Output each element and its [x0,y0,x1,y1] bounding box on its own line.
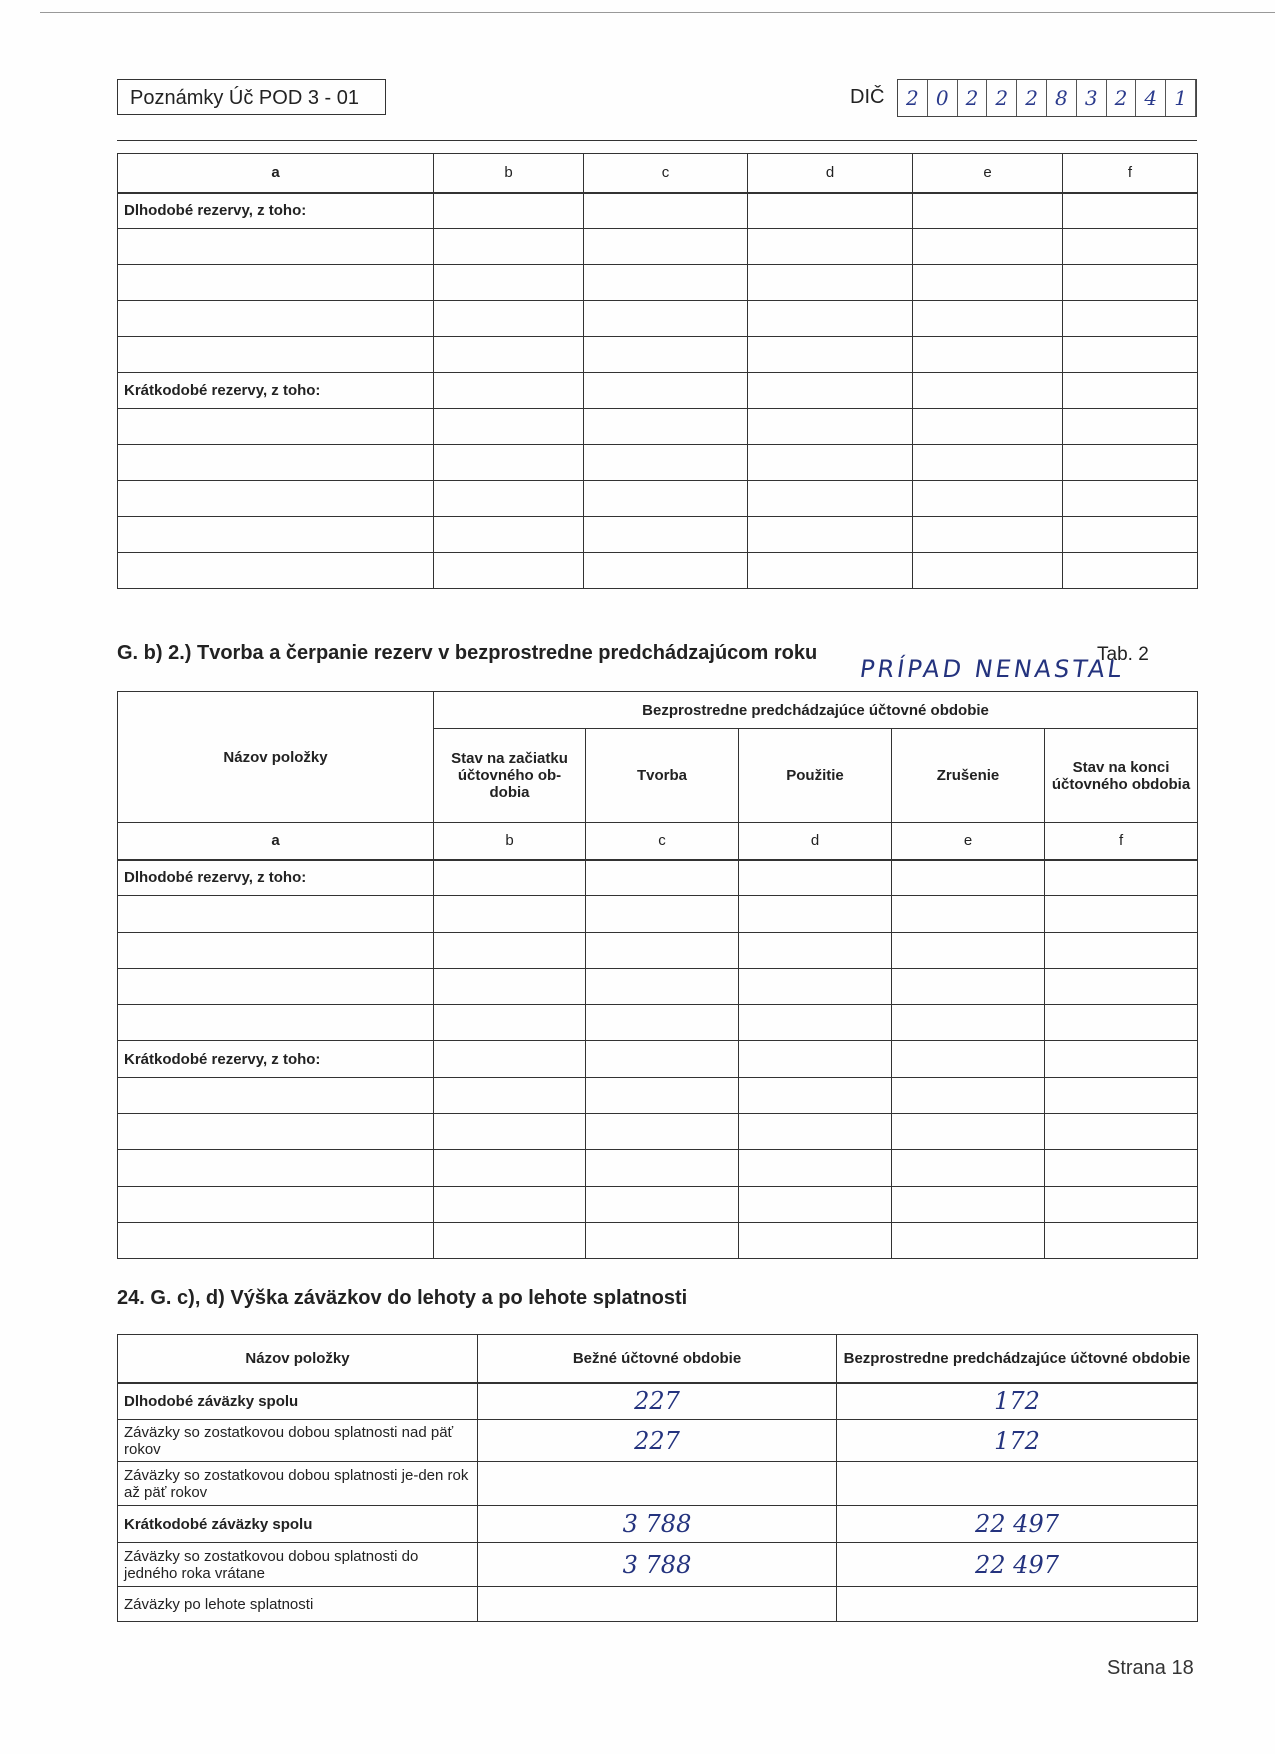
value-cell [584,301,748,337]
page-number: Strana 18 [1107,1657,1194,1679]
dic-digit: 2 [1017,80,1047,116]
row-label [118,1114,434,1150]
column-letter: c [586,823,739,860]
dic-digit: 2 [898,80,928,116]
row-label [118,1150,434,1186]
row-label: Záväzky so zostatkovou dobou splatnosti nad päť rokov [118,1420,478,1462]
value-cell [434,1150,586,1186]
row-label [118,229,434,265]
column-letter: b [434,823,586,860]
value-cell [748,301,913,337]
value-cell [1063,337,1198,373]
handwritten-note: PRÍPAD NENASTAL [858,655,1126,683]
value-cell [1063,445,1198,481]
table-row [118,1383,1198,1420]
value-cell [434,968,586,1004]
liabilities-table [117,1334,1198,1622]
value-cell [434,337,584,373]
table-row [118,1114,1198,1150]
dic-digit: 0 [928,80,958,116]
value-cell [892,1186,1045,1222]
value-cell [434,553,584,589]
value-cell [748,373,913,409]
table-row [118,301,1198,337]
value-cell [892,968,1045,1004]
table-row [118,193,1198,229]
table-row [118,1462,1198,1506]
table-row [118,553,1198,589]
row-label [118,1186,434,1222]
value-cell [434,896,586,932]
table-row [118,373,1198,409]
current-period-value: 3 788 [478,1543,837,1587]
header-divider [117,140,1197,141]
row-label [118,932,434,968]
value-cell [1045,1222,1198,1258]
row-label: Krátkodobé záväzky spolu [118,1506,478,1543]
table-row [118,860,1198,896]
value-cell [584,517,748,553]
dic-digit: 1 [1166,80,1196,116]
scan-edge-line [40,12,1275,13]
row-label: Krátkodobé rezervy, z toho: [118,373,434,409]
value-cell [434,265,584,301]
table-row [118,409,1198,445]
value-cell [892,1077,1045,1113]
table-row [118,265,1198,301]
table-row [118,968,1198,1004]
col-header: Bežné účtovné obdobie [478,1335,837,1383]
value-cell [913,481,1063,517]
value-cell [584,409,748,445]
value-cell [739,1222,892,1258]
name-header: Názov položky [118,692,434,823]
value-cell [739,896,892,932]
value-cell [1063,229,1198,265]
value-cell [1045,1114,1198,1150]
value-cell [1045,896,1198,932]
value-cell [584,553,748,589]
value-cell [434,229,584,265]
value-cell [1063,193,1198,229]
value-cell [1063,265,1198,301]
dic-digit: 2 [958,80,988,116]
value-cell [739,860,892,896]
current-period-value: 227 [478,1420,837,1462]
value-cell [913,301,1063,337]
value-cell [913,265,1063,301]
value-cell [892,1041,1045,1077]
value-cell [434,301,584,337]
value-cell [434,517,584,553]
value-cell [1045,1186,1198,1222]
table-row [118,1543,1198,1587]
value-cell [434,1186,586,1222]
row-label: Záväzky so zostatkovou dobou splatnosti do jedného roka vrátane [118,1543,478,1587]
col-header: Stav na začiatku účtovného ob-dobia [434,729,586,823]
column-letter: d [739,823,892,860]
value-cell [584,193,748,229]
value-cell [586,1005,739,1041]
value-cell [913,445,1063,481]
value-cell [913,409,1063,445]
value-cell [748,553,913,589]
value-cell [748,229,913,265]
row-label [118,409,434,445]
col-header: Tvorba [586,729,739,823]
value-cell [892,896,1045,932]
column-letter: f [1045,823,1198,860]
table-row [118,1506,1198,1543]
value-cell [1045,1150,1198,1186]
value-cell [913,553,1063,589]
value-cell [913,373,1063,409]
value-cell [739,932,892,968]
current-period-value [478,1587,837,1622]
table-row [118,1222,1198,1258]
value-cell [748,445,913,481]
value-cell [1063,517,1198,553]
value-cell [739,1005,892,1041]
row-label [118,896,434,932]
column-letter: a [118,823,434,860]
table-row [118,1041,1198,1077]
value-cell [1063,301,1198,337]
previous-period-value: 172 [837,1383,1198,1420]
column-letter: e [892,823,1045,860]
value-cell [1045,1041,1198,1077]
value-cell [892,1005,1045,1041]
value-cell [892,932,1045,968]
value-cell [434,193,584,229]
tab-label: Tab. 2 [1097,644,1149,665]
previous-period-value: 22 497 [837,1543,1198,1587]
row-label [118,337,434,373]
column-letter: c [584,154,748,193]
previous-period-value: 22 497 [837,1506,1198,1543]
row-label [118,1222,434,1258]
row-label [118,301,434,337]
section-title-reserves-previous: G. b) 2.) Tvorba a čerpanie rezerv v bezprostredne predchádzajúcom roku [117,642,818,664]
value-cell [739,1150,892,1186]
row-label [118,553,434,589]
value-cell [586,860,739,896]
column-letter: b [434,154,584,193]
form-id-box: Poznámky Úč POD 3 - 01 [117,79,386,115]
value-cell [1063,373,1198,409]
value-cell [748,409,913,445]
col-header: Bezprostredne predchádzajúce účtovné obdobie [837,1335,1198,1383]
value-cell [1045,860,1198,896]
value-cell [584,373,748,409]
row-label [118,1077,434,1113]
previous-period-value: 172 [837,1420,1198,1462]
current-period-value [478,1462,837,1506]
value-cell [1063,409,1198,445]
table-row [118,1587,1198,1622]
value-cell [1045,968,1198,1004]
value-cell [586,1222,739,1258]
value-cell [739,968,892,1004]
value-cell [1045,932,1198,968]
table-row [118,896,1198,932]
value-cell [913,517,1063,553]
value-cell [434,1005,586,1041]
value-cell [586,1150,739,1186]
reserves-table-current [117,153,1198,589]
value-cell [584,481,748,517]
value-cell [1063,553,1198,589]
value-cell [748,481,913,517]
row-label: Krátkodobé rezervy, z toho: [118,1041,434,1077]
table-row [118,229,1198,265]
value-cell [584,337,748,373]
value-cell [739,1186,892,1222]
row-label [118,968,434,1004]
dic-digit-boxes [897,79,1197,117]
value-cell [748,337,913,373]
table-row [118,932,1198,968]
dic-digit: 3 [1077,80,1107,116]
value-cell [586,932,739,968]
table-row [118,1005,1198,1041]
value-cell [584,229,748,265]
value-cell [748,265,913,301]
previous-period-value [837,1587,1198,1622]
value-cell [892,1222,1045,1258]
value-cell [434,932,586,968]
dic-label: DIČ [850,86,885,108]
value-cell [1045,1077,1198,1113]
row-label: Záväzky so zostatkovou dobou splatnosti je-den rok až päť rokov [118,1462,478,1506]
value-cell [584,265,748,301]
table-row [118,1150,1198,1186]
value-cell [434,860,586,896]
col-header: Stav na konci účtovného obdobia [1045,729,1198,823]
value-cell [586,968,739,1004]
row-label: Dlhodobé záväzky spolu [118,1383,478,1420]
group-header: Bezprostredne predchádzajúce účtovné obdobie [434,692,1198,729]
current-period-value: 227 [478,1383,837,1420]
row-label [118,1005,434,1041]
row-label [118,517,434,553]
value-cell [586,896,739,932]
dic-digit: 8 [1047,80,1077,116]
value-cell [748,517,913,553]
value-cell [748,193,913,229]
value-cell [913,193,1063,229]
previous-period-value [837,1462,1198,1506]
col-header: Názov položky [118,1335,478,1383]
table-row [118,1077,1198,1113]
value-cell [434,481,584,517]
value-cell [434,1077,586,1113]
row-label: Dlhodobé rezervy, z toho: [118,193,434,229]
value-cell [739,1041,892,1077]
table-row [118,445,1198,481]
table-row [118,517,1198,553]
value-cell [586,1114,739,1150]
dic-digit: 4 [1136,80,1166,116]
value-cell [434,1041,586,1077]
value-cell [434,1222,586,1258]
column-letter: e [913,154,1063,193]
value-cell [434,373,584,409]
value-cell [434,409,584,445]
table-row [118,481,1198,517]
value-cell [892,1150,1045,1186]
value-cell [1063,481,1198,517]
value-cell [586,1041,739,1077]
value-cell [584,445,748,481]
reserves-table-previous [117,691,1198,1259]
value-cell [586,1077,739,1113]
row-label [118,265,434,301]
value-cell [1045,1005,1198,1041]
dic-digit: 2 [987,80,1017,116]
row-label [118,445,434,481]
value-cell [892,1114,1045,1150]
value-cell [434,445,584,481]
column-letter: a [118,154,434,193]
value-cell [586,1186,739,1222]
value-cell [434,1114,586,1150]
value-cell [739,1077,892,1113]
column-letter: f [1063,154,1198,193]
dic-digit: 2 [1107,80,1137,116]
section-title-liabilities: 24. G. c), d) Výška záväzkov do lehoty a po lehote splatnosti [117,1287,688,1309]
current-period-value: 3 788 [478,1506,837,1543]
col-header: Použitie [739,729,892,823]
table-row [118,1420,1198,1462]
row-label: Dlhodobé rezervy, z toho: [118,860,434,896]
value-cell [739,1114,892,1150]
value-cell [913,337,1063,373]
value-cell [913,229,1063,265]
row-label: Záväzky po lehote splatnosti [118,1587,478,1622]
column-letter: d [748,154,913,193]
table-row [118,337,1198,373]
value-cell [892,860,1045,896]
table-row [118,1186,1198,1222]
row-label [118,481,434,517]
col-header: Zrušenie [892,729,1045,823]
